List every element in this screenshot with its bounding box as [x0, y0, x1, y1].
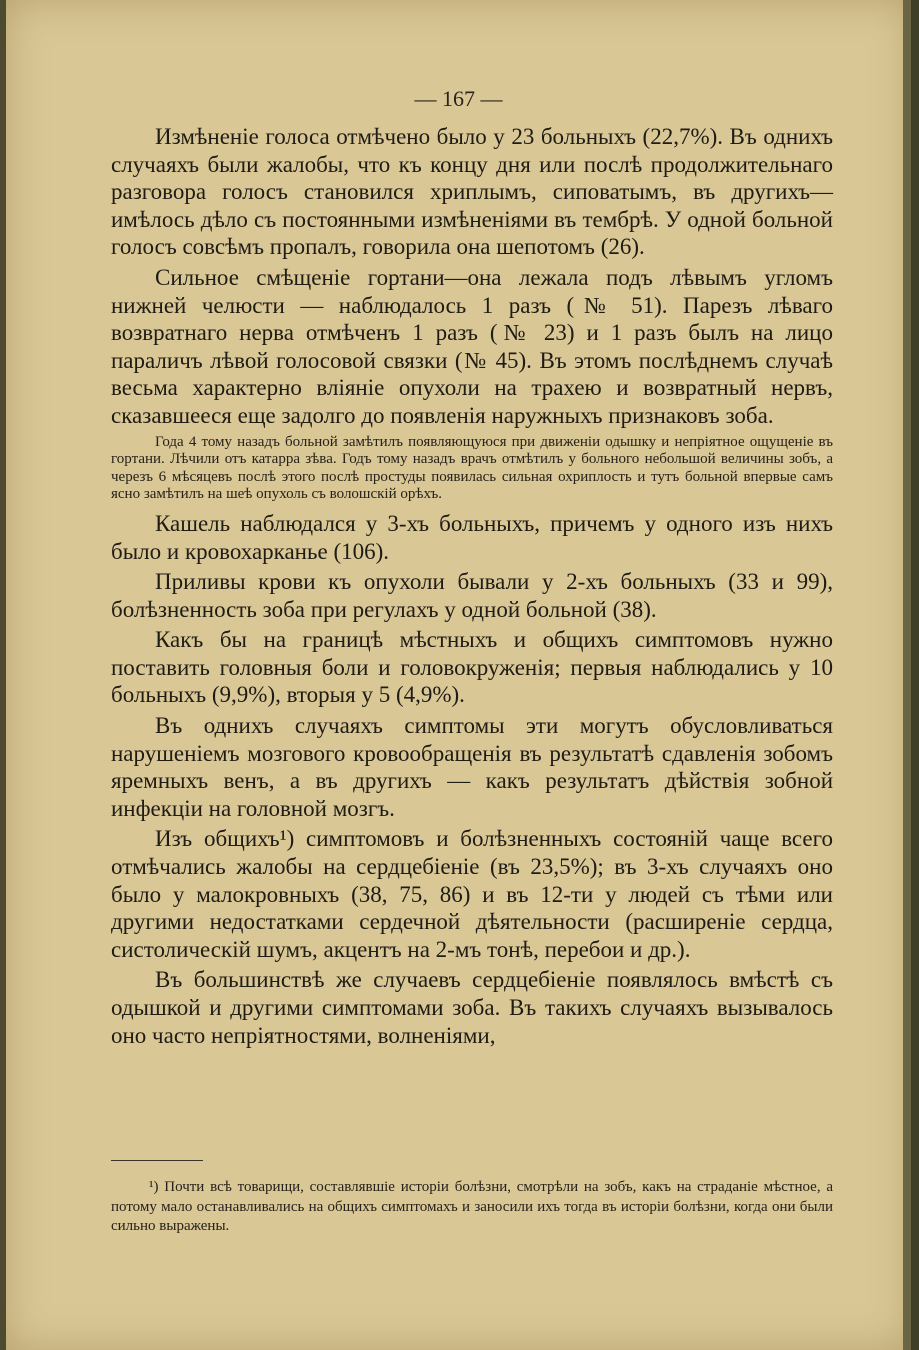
footnote: ¹) Почти всѣ товарищи, составлявшіе исторіи болѣзни, смотрѣли на зобъ, какъ на страданіе мѣстное, а потому мало останавливались на общихъ симптомахъ и заносили ихъ тогда въ исторіи болѣзни, когда они были сильно выражены.: [111, 1179, 833, 1234]
paragraph-circulation: Въ однихъ случаяхъ симптомы эти могутъ обусловливаться нарушеніемъ мозгового кровообращенія въ результатѣ сдавленія зобомъ яремныхъ венъ, а въ другихъ — какъ результатъ дѣйствія зобной инфекціи на головной мозгъ.: [111, 713, 833, 821]
paragraph-cough: Кашель наблюдался у 3-хъ больныхъ, причемъ у одного изъ нихъ было и кровохарканье (106).: [111, 510, 833, 564]
paragraph-voice-change: Измѣненіе голоса отмѣчено было у 23 больныхъ (22,7%). Въ однихъ случаяхъ были жалобы, что къ концу дня или послѣ продолжительнаго разговора голосъ становился хриплымъ, сиповатымъ, въ другихъ—имѣлось дѣло съ постоянными измѣненіями въ тембрѣ. У одной больной голосъ совсѣмъ пропалъ, говорила она шепотомъ (26).: [111, 124, 833, 260]
paragraph-blood-flushes: Приливы крови къ опухоли бывали у 2-хъ больныхъ (33 и 99), болѣзненность зоба при регулахъ у одной больной (38).: [111, 569, 833, 622]
paragraph-palpitations: Въ большинствѣ же случаевъ сердцебіеніе появлялось вмѣстѣ съ одышкой и другими симптомами зоба. Въ такихъ случаяхъ вызывалось оно часто непріятностями, волненіями,: [111, 967, 833, 1048]
page-body: [111, 123, 833, 1052]
paragraph-larynx-displacement: Сильное смѣщеніе гортани—она лежала подъ лѣвымъ угломъ нижней челюсти — наблюдалось 1 разъ (№ 51). Парезъ лѣваго возвратнаго нерва отмѣченъ 1 разъ (№ 23) и 1 разъ былъ на лицо параличъ лѣвой голосовой связки (№ 45). Въ этомъ послѣднемъ случаѣ весьма характерно вліяніе опухоли на трахею и возвратный нервъ, сказавшееся еще задолго до появленія наружныхъ признаковъ зоба.: [111, 264, 833, 428]
paragraph-general-symptoms: Изъ общихъ¹) симптомовъ и болѣзненныхъ состояній чаще всего отмѣчались жалобы на сердцебіеніе (въ 23,5%); въ 3-хъ случаяхъ оно было у малокровныхъ (38, 75, 86) и въ 12-ти у людей съ тѣми или другими недостатками сердечной дѣятельности (расширеніе сердца, систолическій шумъ, акцентъ на 2-мъ тонѣ, перебои и др.).: [111, 826, 833, 962]
page-edge: [903, 0, 911, 1350]
footnote-rule: [111, 1160, 203, 1161]
page-number: — 167 —: [414, 86, 503, 111]
paragraph-headaches: Какъ бы на границѣ мѣстныхъ и общихъ симптомовъ нужно поставить головныя боли и головокруженія; первыя наблюдались у 10 больныхъ (9,9%), вторыя у 5 (4,9%).: [111, 627, 833, 708]
case-note: Года 4 тому назадъ больной замѣтилъ появляющуюся при движеніи одышку и непріятное ощущеніе въ гортани. Лѣчили отъ катарра зѣва. Годъ тому назадъ врачъ отмѣтилъ у больного небольшой величины зобъ, а черезъ 6 мѣсяцевъ послѣ этого послѣ простуды появилась сильная охриплость и тутъ больной впервые самъ ясно замѣтилъ на шеѣ опухоль съ волошскій орѣхъ.: [111, 433, 833, 503]
